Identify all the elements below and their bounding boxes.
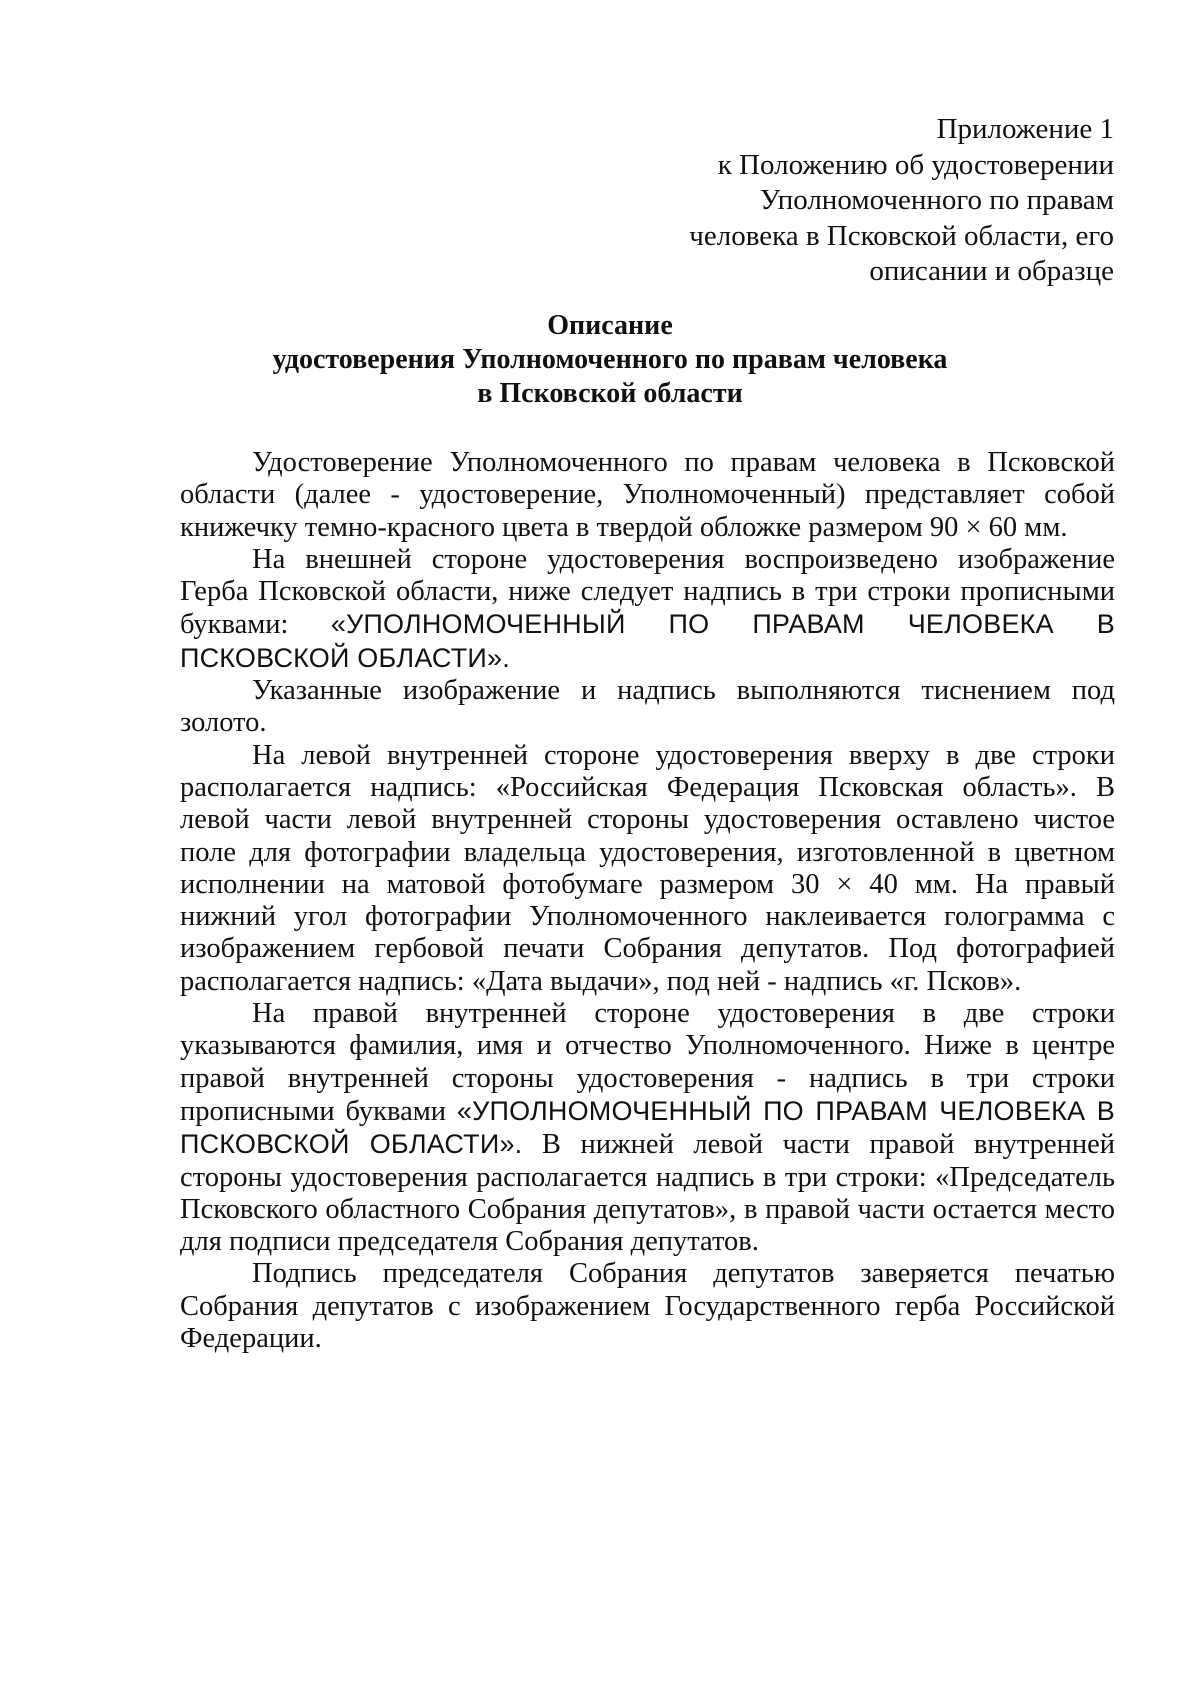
paragraph-1: Удостоверение Уполномоченного по правам человека в Псковской области (далее - удостоверение, Уполномоченный) представляет собой книжечку темно-красного цвета в твердой обложке размером 90 × 60 мм. (180, 447, 1115, 543)
paragraph-4: На левой внутренней стороне удостоверения вверху в две строки располагается надпись: «Российская Федерация Псковская область». В левой части левой внутренней стороны удостоверения оставлено чистое поле для фотографии владельца удостоверения, изготовленной в цветном исполнении на матовой фотобумаге размером 30 × 40 мм. На правый нижний угол фотографии Уполномоченного наклеивается голограмма с изображением гербовой печати Собрания депутатов. Под фотографией располагается надпись: «Дата выдачи», под ней - надпись «г. Псков». (180, 739, 1115, 997)
document-title (0, 309, 1200, 411)
paragraph-3: Указанные изображение и надпись выполняются тиснением под золото. (180, 675, 1115, 739)
paragraph-5-text-2: В нижней левой части правой внутренней стороны удостоверения располагается надпись в три строки: «Председатель Псковского областного Собрания депутатов», в правой части остается место для подписи председателя Собрания депутатов. (180, 1129, 1115, 1258)
paragraph-5 (180, 998, 1115, 1258)
appendix-line-5: описании и образце (869, 255, 1114, 287)
appendix-line-2: к Положению об удостоверении (717, 148, 1114, 181)
appendix-line-3: Уполномоченного по правам (759, 184, 1114, 216)
paragraph-2-caps-inscription: «УПОЛНОМОЧЕННЫЙ ПО ПРАВАМ ЧЕЛОВЕКА В ПСКОВСКОЙ ОБЛАСТИ». (180, 609, 1115, 673)
paragraph-2 (180, 544, 1115, 675)
title-line-3: в Псковской области (477, 378, 743, 409)
appendix-header (689, 112, 1114, 290)
paragraph-6: Подпись председателя Собрания депутатов заверяется печатью Собрания депутатов с изображением Государственного герба Российской Федерации. (180, 1258, 1115, 1355)
appendix-line-1: Приложение 1 (936, 113, 1114, 145)
title-line-1: Описание (547, 310, 673, 341)
title-line-2: удостоверения Уполномоченного по правам человека (272, 344, 948, 375)
paragraph-5-caps-inscription: «УПОЛНОМОЧЕННЫЙ ПО ПРАВАМ ЧЕЛОВЕКА В ПСКОВСКОЙ ОБЛАСТИ». (180, 1095, 1115, 1160)
paragraph-2-text: На внешней стороне удостоверения воспроизведено изображение Герба Псковской области, ниже следует надпись в три строки прописными буквами: (180, 543, 1115, 641)
appendix-line-4: человека в Псковской области, его (689, 219, 1114, 252)
paragraph-5-text-1: На правой внутренней стороне удостоверения в две строки указываются фамилия, имя и отчество Уполномоченного. Ниже в центре правой внутренней стороны удостоверения - надпись в три строки прописными буквами (180, 998, 1115, 1127)
document-body (180, 447, 1115, 1355)
